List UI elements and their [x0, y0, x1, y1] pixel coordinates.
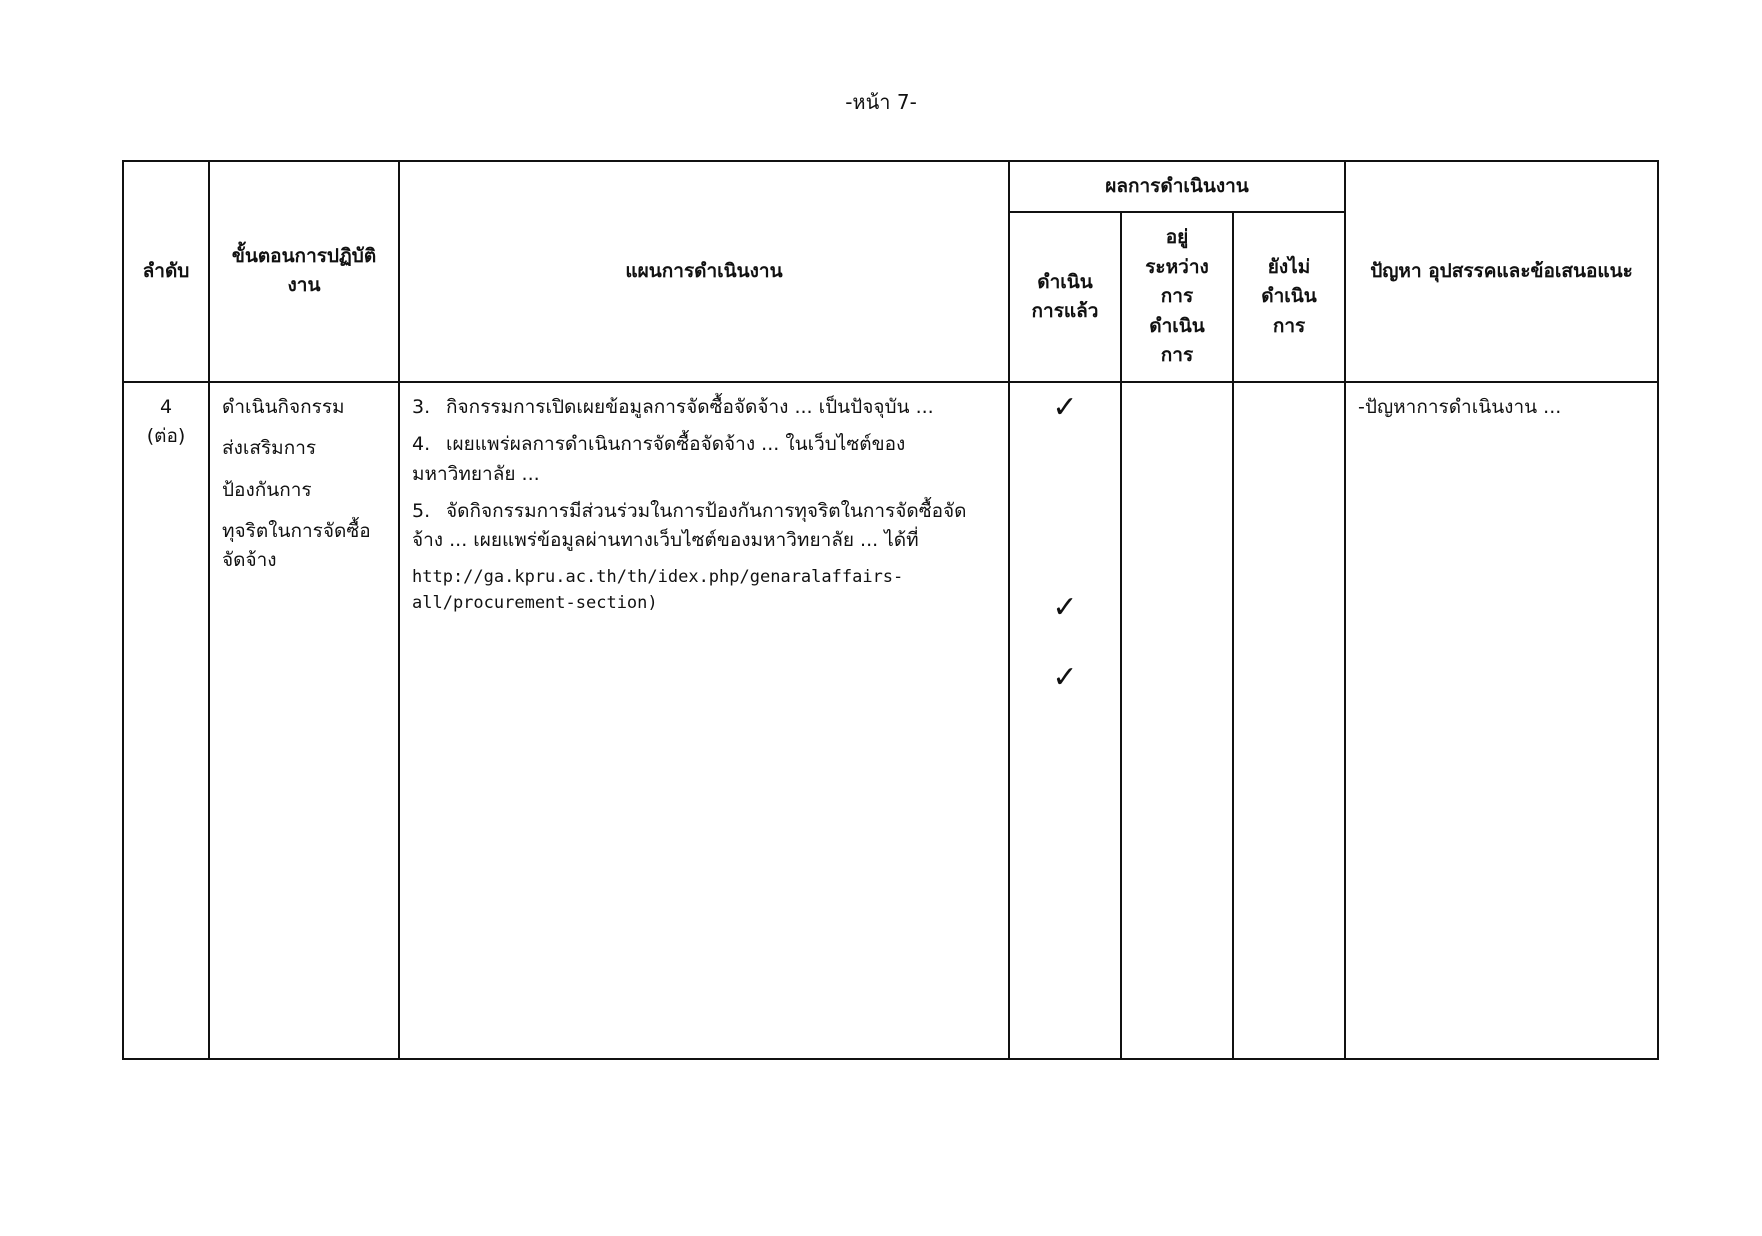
plan-item [412, 497, 996, 556]
page-number: -หน้า 7- [845, 90, 917, 114]
row-done-cell [1009, 382, 1121, 1059]
plan-item-number: 5. [412, 499, 431, 522]
row-plan-cell [399, 382, 1009, 1059]
row-no-sub: (ต่อ) [146, 425, 186, 448]
header-result-group: ผลการดำเนินงาน [1009, 161, 1345, 212]
row-issues-cell [1345, 382, 1658, 1059]
header-not-done: ยังไม่ดำเนินการ [1233, 212, 1345, 381]
row-in-progress-cell [1121, 382, 1233, 1059]
row-no: 4 [159, 395, 173, 418]
plan-item-number: 3. [412, 395, 431, 418]
issues-text: -ปัญหาการดำเนินงาน ... [1358, 395, 1562, 418]
check-icon: ✓ [1052, 589, 1078, 625]
row-not-done-cell [1233, 382, 1345, 1059]
header-done: ดำเนินการแล้ว [1009, 212, 1121, 381]
header-topic: ขั้นตอนการปฏิบัติงาน [209, 161, 399, 382]
header-no: ลำดับ [123, 161, 209, 382]
header-plan: แผนการดำเนินงาน [399, 161, 1009, 382]
report-table [122, 160, 1659, 1060]
plan-item-text: จัดกิจกรรมการมีส่วนร่วมในการป้องกันการทุจริตในการจัดซื้อจัดจ้าง ... เผยแพร่ข้อมูลผ่านทางเว็บไซต์ของมหาวิทยาลัย ... ได้ที่ [412, 499, 967, 552]
topic-line: ส่งเสริมการ [222, 437, 317, 460]
topic-line: ทุจริตในการจัดซื้อจัดจ้าง [222, 519, 371, 572]
plan-item-text: เผยแพร่ผลการดำเนินการจัดซื้อจัดจ้าง ... ในเว็บไซต์ของมหาวิทยาลัย ... [412, 433, 906, 485]
plan-item-number: 4. [412, 433, 431, 456]
header-issues: ปัญหา อุปสรรคและข้อเสนอแนะ [1345, 161, 1658, 382]
header-in-progress: อยู่ระหว่างการดำเนินการ [1121, 212, 1233, 381]
plan-item-text: กิจกรรมการเปิดเผยข้อมูลการจัดซื้อจัดจ้าง ... เป็นปัจจุบัน ... [446, 395, 934, 418]
topic-line: ป้องกันการ [222, 478, 312, 501]
procurement-url: http://ga.kpru.ac.th/th/idex.php/genaralaffairs-all/procurement-section) [412, 566, 904, 614]
check-icon: ✓ [1052, 389, 1078, 425]
check-icon: ✓ [1052, 659, 1078, 695]
plan-item [412, 430, 996, 489]
plan-item [412, 393, 996, 422]
row-no-cell [123, 382, 209, 1059]
topic-line: ดำเนินกิจกรรม [222, 395, 345, 418]
table-row [123, 382, 1658, 1059]
row-topic-cell [209, 382, 399, 1059]
